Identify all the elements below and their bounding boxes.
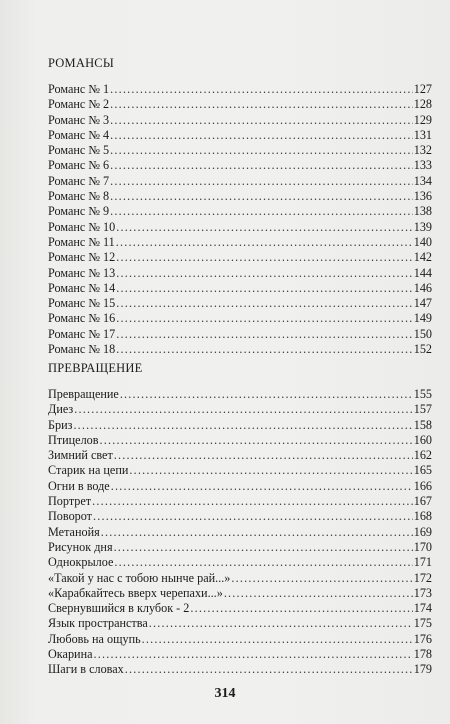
dot-leader — [125, 662, 413, 677]
toc-entry-title: Романс № 8 — [48, 189, 110, 204]
toc-entry-page-number: 158 — [413, 417, 432, 432]
toc-entry-page-number: 128 — [413, 97, 432, 112]
toc-entry-page-number: 162 — [413, 448, 432, 463]
toc-entry-page-number: 140 — [413, 234, 432, 249]
toc-entry-page-number: 157 — [413, 402, 432, 417]
toc-entry-title: Шаги в словах — [48, 662, 124, 677]
toc-entry-page-number: 139 — [413, 219, 432, 234]
toc-entry-title: Романс № 3 — [48, 112, 110, 127]
toc-entry-title: Птицелов — [48, 432, 99, 447]
toc-entry-title: Романс № 18 — [48, 342, 116, 357]
toc-entry-title: Окарина — [48, 647, 93, 662]
dot-leader — [116, 296, 413, 311]
toc-entry-page-number: 144 — [413, 265, 432, 280]
toc-entry-title: Романс № 12 — [48, 250, 116, 265]
toc-entry-title: Романс № 9 — [48, 204, 110, 219]
page-number: 314 — [214, 686, 236, 701]
dot-leader — [101, 525, 413, 540]
toc-entry-page-number: 131 — [413, 127, 432, 142]
toc-entry — [48, 204, 432, 219]
toc-entry-page-number: 160 — [413, 432, 432, 447]
toc-entry-page-number: 134 — [413, 173, 432, 188]
toc-entry-page-number: 166 — [413, 478, 432, 493]
toc-entry — [48, 479, 432, 494]
toc-list-prevrashchenie — [48, 387, 432, 678]
toc-entry-title: Свернувшийся в клубок - 2 — [48, 601, 190, 616]
toc-entry-page-number: 179 — [413, 662, 432, 677]
dot-leader — [110, 204, 413, 219]
toc-entry-title: Романс № 6 — [48, 158, 110, 173]
dot-leader — [116, 327, 413, 342]
toc-entry — [48, 296, 432, 311]
toc-entry-page-number: 169 — [413, 524, 432, 539]
dot-leader — [74, 402, 413, 417]
dot-leader — [114, 555, 412, 570]
dot-leader — [110, 128, 413, 143]
toc-entry-page-number: 150 — [413, 326, 432, 341]
dot-leader — [116, 235, 413, 250]
toc-entry-title: Однокрылое — [48, 555, 114, 570]
toc-entry-title: «Такой у нас с тобою нынче рай...» — [48, 570, 231, 585]
toc-entry-title: Романс № 5 — [48, 143, 110, 158]
dot-leader — [116, 311, 413, 326]
toc-entry-page-number: 173 — [413, 585, 432, 600]
toc-entry — [48, 402, 432, 417]
toc-entry — [48, 342, 432, 357]
toc-entry-page-number: 132 — [413, 143, 432, 158]
dot-leader — [149, 616, 413, 631]
toc-entry-page-number: 168 — [413, 509, 432, 524]
toc-entry-title: Романс № 17 — [48, 326, 116, 341]
toc-entry-title: Старик на цепи — [48, 463, 129, 478]
toc-entry — [48, 128, 432, 143]
toc-entry-page-number: 142 — [413, 250, 432, 265]
toc-entry-title: Романс № 13 — [48, 265, 116, 280]
dot-leader — [110, 143, 413, 158]
toc-entry-page-number: 170 — [413, 539, 432, 554]
toc-entry — [48, 463, 432, 478]
dot-leader — [116, 266, 413, 281]
toc-entry-title: Портрет — [48, 494, 92, 509]
toc-entry-title: Романс № 2 — [48, 97, 110, 112]
toc-entry-title: Рисунок дня — [48, 539, 113, 554]
dot-leader — [116, 250, 413, 265]
toc-entry-page-number: 171 — [413, 555, 432, 570]
toc-entry — [48, 327, 432, 342]
toc-entry — [48, 509, 432, 524]
toc-entry — [48, 586, 432, 601]
toc-entry-page-number: 136 — [413, 189, 432, 204]
toc-entry-title: Романс № 4 — [48, 127, 110, 142]
dot-leader — [100, 433, 413, 448]
toc-entry — [48, 174, 432, 189]
toc-entry — [48, 555, 432, 570]
toc-entry-title: Метанойя — [48, 524, 100, 539]
toc-entry-page-number: 165 — [413, 463, 432, 478]
toc-entry — [48, 601, 432, 616]
toc-entry-page-number: 149 — [413, 311, 432, 326]
dot-leader — [110, 158, 413, 173]
toc-entry-page-number: 155 — [413, 387, 432, 401]
dot-leader — [190, 601, 412, 616]
toc-entry-title: Романс № 15 — [48, 296, 116, 311]
toc-entry-title: Романс № 14 — [48, 280, 116, 295]
toc-entry — [48, 235, 432, 250]
toc-entry-page-number: 174 — [413, 601, 432, 616]
toc-entry — [48, 158, 432, 173]
toc-entry — [48, 494, 432, 509]
toc-entry — [48, 662, 432, 677]
toc-entry-page-number: 178 — [413, 647, 432, 662]
toc-entry-title: Поворот — [48, 509, 93, 524]
toc-entry-title: Романс № 7 — [48, 173, 110, 188]
toc-entry — [48, 266, 432, 281]
dot-leader — [116, 220, 413, 235]
dot-leader — [110, 189, 413, 204]
section-heading-romansy: РОМАНСЫ — [48, 56, 114, 70]
toc-entry-page-number: 176 — [413, 631, 432, 646]
dot-leader — [110, 113, 413, 128]
toc-entry — [48, 220, 432, 235]
toc-entry-page-number: 175 — [413, 616, 432, 631]
dot-leader — [110, 174, 413, 189]
toc-entry-title: Романс № 10 — [48, 219, 116, 234]
toc-entry-page-number: 129 — [413, 112, 432, 127]
toc-entry-title: Превращение — [48, 387, 119, 401]
toc-entry — [48, 113, 432, 128]
toc-entry — [48, 525, 432, 540]
toc-entry-page-number: 133 — [413, 158, 432, 173]
toc-entry-title: «Карабкайтесь вверх черепахи...» — [48, 585, 223, 600]
toc-entry — [48, 189, 432, 204]
toc-entry-title: Язык пространства — [48, 616, 148, 631]
dot-leader — [93, 509, 413, 524]
dot-leader — [92, 494, 413, 509]
toc-entry-page-number: 147 — [413, 296, 432, 311]
toc-entry-title: Романс № 16 — [48, 311, 116, 326]
toc-entry — [48, 311, 432, 326]
toc-entry — [48, 647, 432, 662]
toc-entry-page-number: 146 — [413, 280, 432, 295]
dot-leader — [110, 97, 413, 112]
toc-entry-title: Бриз — [48, 417, 73, 432]
toc-entry — [48, 632, 432, 647]
dot-leader — [129, 463, 412, 478]
dot-leader — [111, 479, 413, 494]
dot-leader — [120, 387, 413, 402]
toc-entry — [48, 281, 432, 296]
dot-leader — [110, 82, 413, 97]
toc-entry-title: Романс № 1 — [48, 82, 110, 96]
toc-entry — [48, 616, 432, 631]
toc-entry-page-number: 152 — [413, 342, 432, 357]
toc-list-romansy — [48, 82, 432, 357]
toc-entry — [48, 387, 432, 402]
dot-leader — [116, 342, 413, 357]
toc-entry-page-number: 172 — [413, 570, 432, 585]
toc-entry — [48, 97, 432, 112]
toc-entry-title: Романс № 11 — [48, 234, 115, 249]
toc-entry — [48, 418, 432, 433]
dot-leader — [73, 418, 412, 433]
toc-entry-title: Зимний свет — [48, 448, 113, 463]
toc-entry-page-number: 167 — [413, 494, 432, 509]
toc-entry-page-number: 138 — [413, 204, 432, 219]
toc-entry — [48, 82, 432, 97]
dot-leader — [142, 632, 413, 647]
dot-leader — [224, 586, 413, 601]
dot-leader — [231, 571, 412, 586]
toc-entry — [48, 540, 432, 555]
section-heading-prevrashchenie: ПРЕВРАЩЕНИЕ — [48, 361, 143, 375]
dot-leader — [116, 281, 413, 296]
toc-entry — [48, 250, 432, 265]
toc-entry-title: Огни в воде — [48, 478, 110, 493]
toc-entry — [48, 448, 432, 463]
toc-entry — [48, 571, 432, 586]
dot-leader — [114, 540, 413, 555]
dot-leader — [94, 647, 413, 662]
toc-entry-page-number: 127 — [413, 82, 432, 96]
toc-entry — [48, 143, 432, 158]
toc-entry-title: Любовь на ощупь — [48, 631, 141, 646]
toc-entry — [48, 433, 432, 448]
toc-entry-title: Диез — [48, 402, 74, 417]
dot-leader — [114, 448, 413, 463]
